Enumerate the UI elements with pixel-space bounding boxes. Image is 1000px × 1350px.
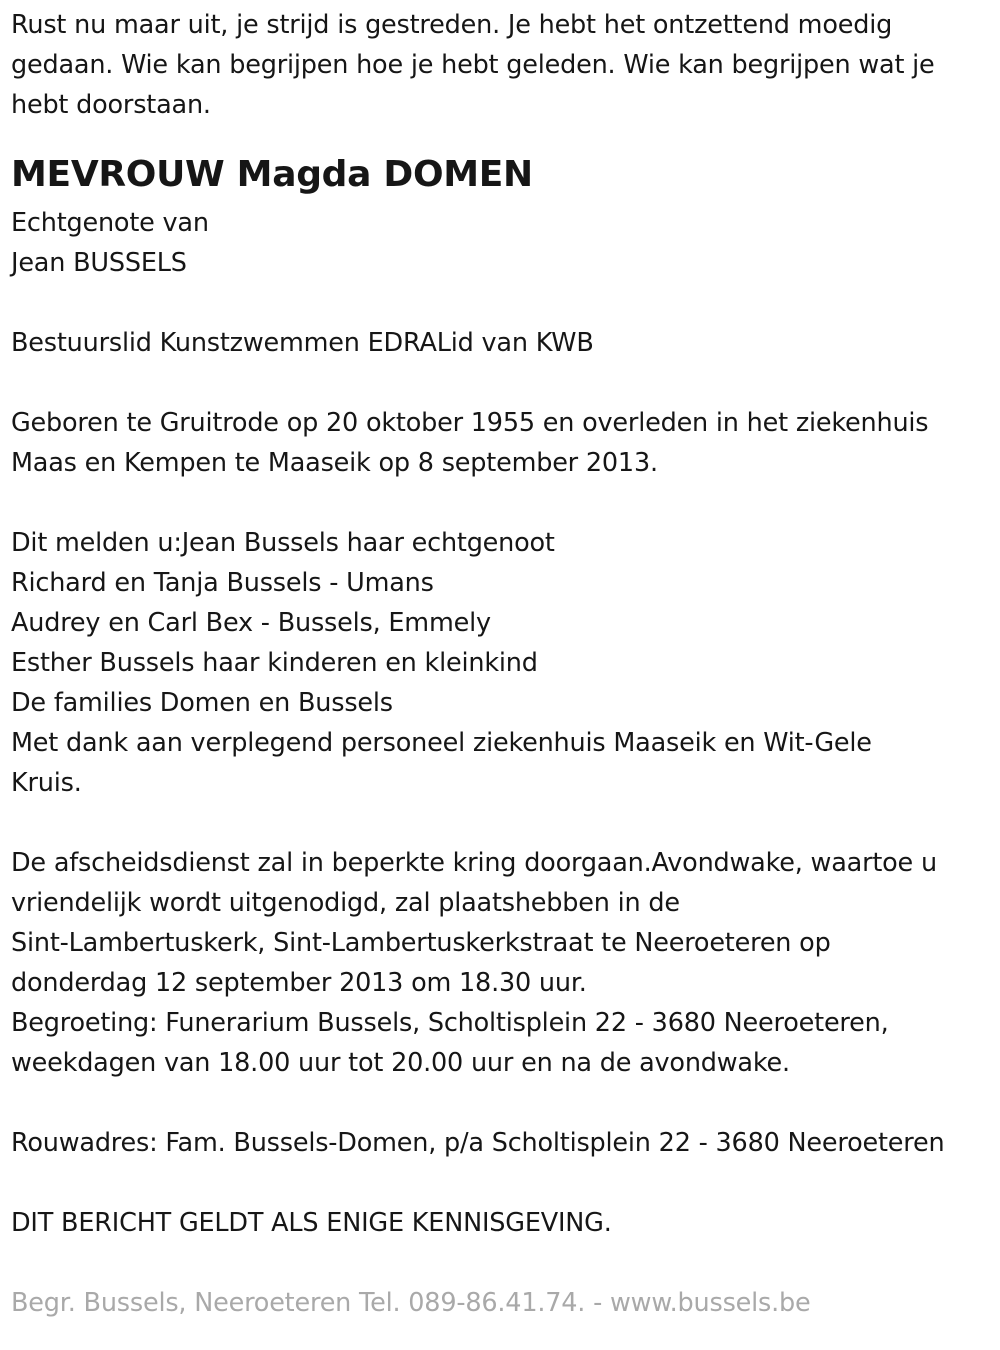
birth-death-line: Geboren te Gruitrode op 20 oktober 1955 en overleden in het ziekenhuis [11, 408, 929, 438]
service-line: donderdag 12 september 2013 om 18.30 uur. [11, 968, 587, 998]
service-line: Sint-Lambertuskerk, Sint-Lambertuskerkstraat te Neeroeteren op [11, 928, 831, 958]
motto-block [11, 5, 996, 125]
service-line: Begroeting: Funerarium Bussels, Scholtisplein 22 - 3680 Neeroeteren, [11, 1008, 889, 1038]
birth-death-line: Maas en Kempen te Maaseik op 8 september 2013. [11, 448, 658, 478]
service-block [11, 843, 996, 1083]
family-line: Kruis. [11, 768, 82, 798]
family-line: Met dank aan verplegend personeel ziekenhuis Maaseik en Wit-Gele [11, 728, 872, 758]
family-line: Esther Bussels haar kinderen en kleinkind [11, 648, 538, 678]
relation-label: Echtgenote van [11, 208, 209, 238]
mourning-address: Rouwadres: Fam. Bussels-Domen, p/a Scholtisplein 22 - 3680 Neeroeteren [11, 1128, 945, 1158]
motto-line: Rust nu maar uit, je strijd is gestreden. Je hebt het ontzettend moedig [11, 10, 893, 40]
birth-death-block [11, 403, 996, 483]
notice-line: DIT BERICHT GELDT ALS ENIGE KENNISGEVING. [11, 1208, 612, 1238]
family-line: Dit melden u:Jean Bussels haar echtgenoot [11, 528, 555, 558]
family-block [11, 523, 996, 803]
service-line: De afscheidsdienst zal in beperkte kring doorgaan.Avondwake, waartoe u [11, 848, 937, 878]
obituary-notice [11, 5, 996, 1323]
deceased-name: MEVROUW Magda DOMEN [11, 154, 533, 195]
motto-line: hebt doorstaan. [11, 90, 211, 120]
family-line: Richard en Tanja Bussels - Umans [11, 568, 434, 598]
service-line: vriendelijk wordt uitgenodigd, zal plaatshebben in de [11, 888, 680, 918]
family-line: De families Domen en Bussels [11, 688, 393, 718]
service-line: weekdagen van 18.00 uur tot 20.00 uur en na de avondwake. [11, 1048, 790, 1078]
spouse-name: Jean BUSSELS [11, 248, 187, 278]
motto-line: gedaan. Wie kan begrijpen hoe je hebt geleden. Wie kan begrijpen wat je [11, 50, 935, 80]
footer-contact: Begr. Bussels, Neeroeteren Tel. 089-86.41.74. - www.bussels.be [11, 1288, 811, 1318]
membership-line: Bestuurslid Kunstzwemmen EDRALid van KWB [11, 328, 594, 358]
family-line: Audrey en Carl Bex - Bussels, Emmely [11, 608, 491, 638]
